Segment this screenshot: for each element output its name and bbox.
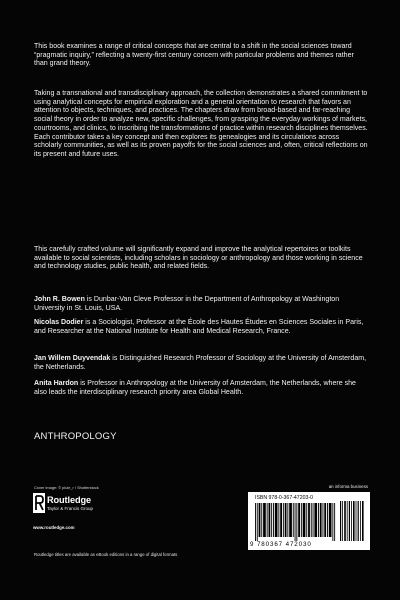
price-barcode [340, 501, 364, 541]
editor-description: is a Sociologist, Professor at the École des Hautes Études en Sciences Sociales in Paris, and Researcher at the National Institute for Health and Medical Research, France. [34, 319, 364, 335]
editor-bio [34, 296, 368, 313]
blurb-paragraph-1: This book examines a range of critical concepts that are central to a shift in the social sciences toward “pragmatic inquiry,” reflecting a twenty-first century concern with particular problems and themes rather than grand theory. [34, 43, 354, 68]
editor-bio [34, 319, 368, 336]
blurb-paragraph-3: This carefully crafted volume will significantly expand and improve the analytical repertoires or toolkits available to social scientists, including scholars in sociology or anthropology and those working in science and technology studies, public health, and related fields. [34, 246, 363, 271]
barcode-area [248, 484, 370, 550]
publisher-name: Routledge [47, 495, 92, 505]
barcode [248, 492, 370, 550]
editor-name: Nicolas Dodier [34, 319, 84, 326]
editor-description: is Professor in Anthropology at the University of Amsterdam, the Netherlands, where she also leads the interdisciplinary research priority area Global Health. [34, 380, 356, 396]
routledge-r-icon [33, 493, 45, 513]
editor-bio [34, 380, 368, 397]
editor-name: Anita Hardon [34, 380, 79, 387]
subject-category: ANTHROPOLOGY [34, 431, 117, 442]
informa-business-label: an informa business [328, 484, 368, 489]
blurb-paragraph-2: Taking a transnational and transdisciplinary approach, the collection demonstrates a shared commitment to using analytical concepts for empirical exploration and a general orientation to research that favors an attention to objects, techniques, and practices. The chapters draw from broad-based and far-reaching social theory in order to analyze new, specific challenges, from grasping the everyday workings of markets, courtrooms, and clinics, to inscribing the transformations of practice within research disciplines themselves. Each contributor takes a key concept and then explores its genealogies and its circulations across scholarly communities, as well as its proven payoffs for the social sciences and, often, critical reflections on its present and future uses. [34, 90, 368, 158]
editor-bio [34, 355, 368, 372]
ebook-availability-note: Routledge titles are available as eBook editions in a range of digital formats [34, 552, 178, 557]
publisher-group: Taylor & Francis Group [47, 506, 94, 511]
publisher-logo [33, 493, 183, 523]
editor-name: John R. Bowen [34, 296, 85, 303]
cover-image-credit: Cover image: © pluie_r / Shutterstock [34, 485, 99, 490]
editor-description: is Distinguished Research Professor of Sociology at the University of Amsterdam, the Netherlands. [34, 355, 367, 371]
editor-description: is Dunbar-Van Cleve Professor in the Department of Anthropology at Washington University in St. Louis, USA. [34, 296, 340, 312]
isbn-barcode [255, 503, 337, 541]
isbn-label: ISBN 978-0-367-47203-0 [255, 495, 313, 501]
ean-digits: 9 780367 472030 [250, 541, 312, 548]
publisher-website[interactable]: www.routledge.com [33, 525, 75, 530]
editor-name: Jan Willem Duyvendak [34, 355, 111, 362]
